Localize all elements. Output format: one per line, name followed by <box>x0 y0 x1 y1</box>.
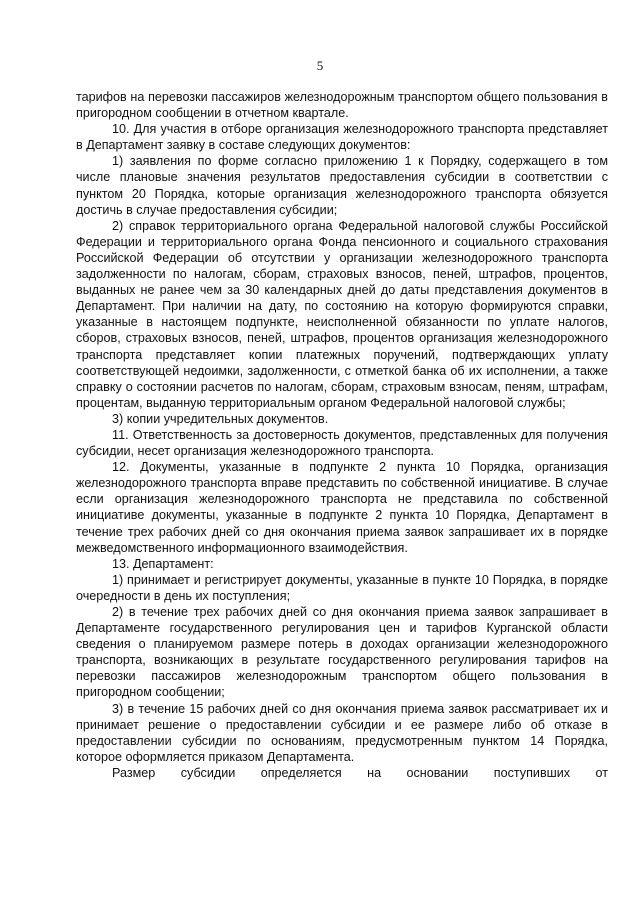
page-number: 5 <box>316 58 324 73</box>
paragraph-item-13-2: 2) в течение трех рабочих дней со дня окончания приема заявок запрашивает в Департаменте государственного регулирования цен и тарифов Курганской области сведения о планируемом размере потерь в доходах организации железнодорожного транспорта, возникающих в результате государственного регулирования тарифов на перевозки пассажиров железнодорожным транспортом общего пользования в пригородном сообщении; <box>76 605 608 700</box>
paragraph-item-13-1: 1) принимает и регистрирует документы, указанные в пункте 10 Порядка, в порядке очередности в день их поступления; <box>76 572 608 603</box>
paragraph-item-10-2: 2) справок территориального органа Федеральной налоговой службы Российской Федерации и территориального органа Фонда пенсионного и социального страхования Российской Федерации об отсутствии у организации железнодорожного транспорта задолженности по налогам, сборам, страховых взносов, пеней, штрафов, процентов, выданных не ранее чем за 30 календарных дней до даты представления документов в Департамент. При наличии на дату, по состоянию на которую формируются справки, указанные в настоящем подпункте, неисполненной обязанности по уплате налогов, сборов, страховых взносов, пеней, штрафов, процентов организация железнодорожного транспорта представляет копии платежных поручений, подтверждающих уплату соответствующей недоимки, задолженности, с отметкой банка об их исполнении, а также справку о состоянии расчетов по налогам, сборам, страховым взносам, пеням, штрафам, процентам, выданную территориальным органом Федеральной налоговой службы; <box>76 218 608 410</box>
paragraph-clause-13: 13. Департамент: <box>112 556 214 571</box>
paragraph-subsidy-size: Размер субсидии определяется на основании поступивших от <box>112 765 608 780</box>
paragraph-continuation: тарифов на перевозки пассажиров железнодорожным транспортом общего пользования в пригородном сообщении в отчетном квартале. <box>76 90 608 121</box>
paragraph-clause-11: 11. Ответственность за достоверность документов, представленных для получения субсидии, несет организация железнодорожного транспорта. <box>76 427 608 459</box>
paragraph-item-10-1: 1) заявления по форме согласно приложению 1 к Порядку, содержащего в том числе плановые значения результатов предоставления субсидии в соответствии с пунктом 20 Порядка, которые организация железнодорожного транспорта обязуется достичь в случае предоставления субсидии; <box>76 154 608 217</box>
paragraph-clause-10: 10. Для участия в отборе организация железнодорожного транспорта представляет в Департамент заявку в составе следующих документов: <box>76 122 608 153</box>
document-text <box>76 89 608 781</box>
paragraph-item-10-3: 3) копии учредительных документов. <box>112 411 329 426</box>
paragraph-item-13-3: 3) в течение 15 рабочих дней со дня окончания приема заявок рассматривает их и принимает решение о предоставлении субсидии и ее размере либо об отказе в предоставлении субсидии по основаниям, предусмотренным пунктом 14 Порядка, которое оформляется приказом Департамента. <box>76 701 608 764</box>
paragraph-clause-12: 12. Документы, указанные в подпункте 2 пункта 10 Порядка, организация железнодорожного транспорта вправе представить по собственной инициативе. В случае если организация железнодорожного транспорта не представила по собственной инициативе документы, указанные в подпункте 2 пункта 10 Порядка, Департамент в течение трех рабочих дней со дня окончания приема заявок запрашивает их в порядке межведомственного информационного взаимодействия. <box>76 460 608 555</box>
